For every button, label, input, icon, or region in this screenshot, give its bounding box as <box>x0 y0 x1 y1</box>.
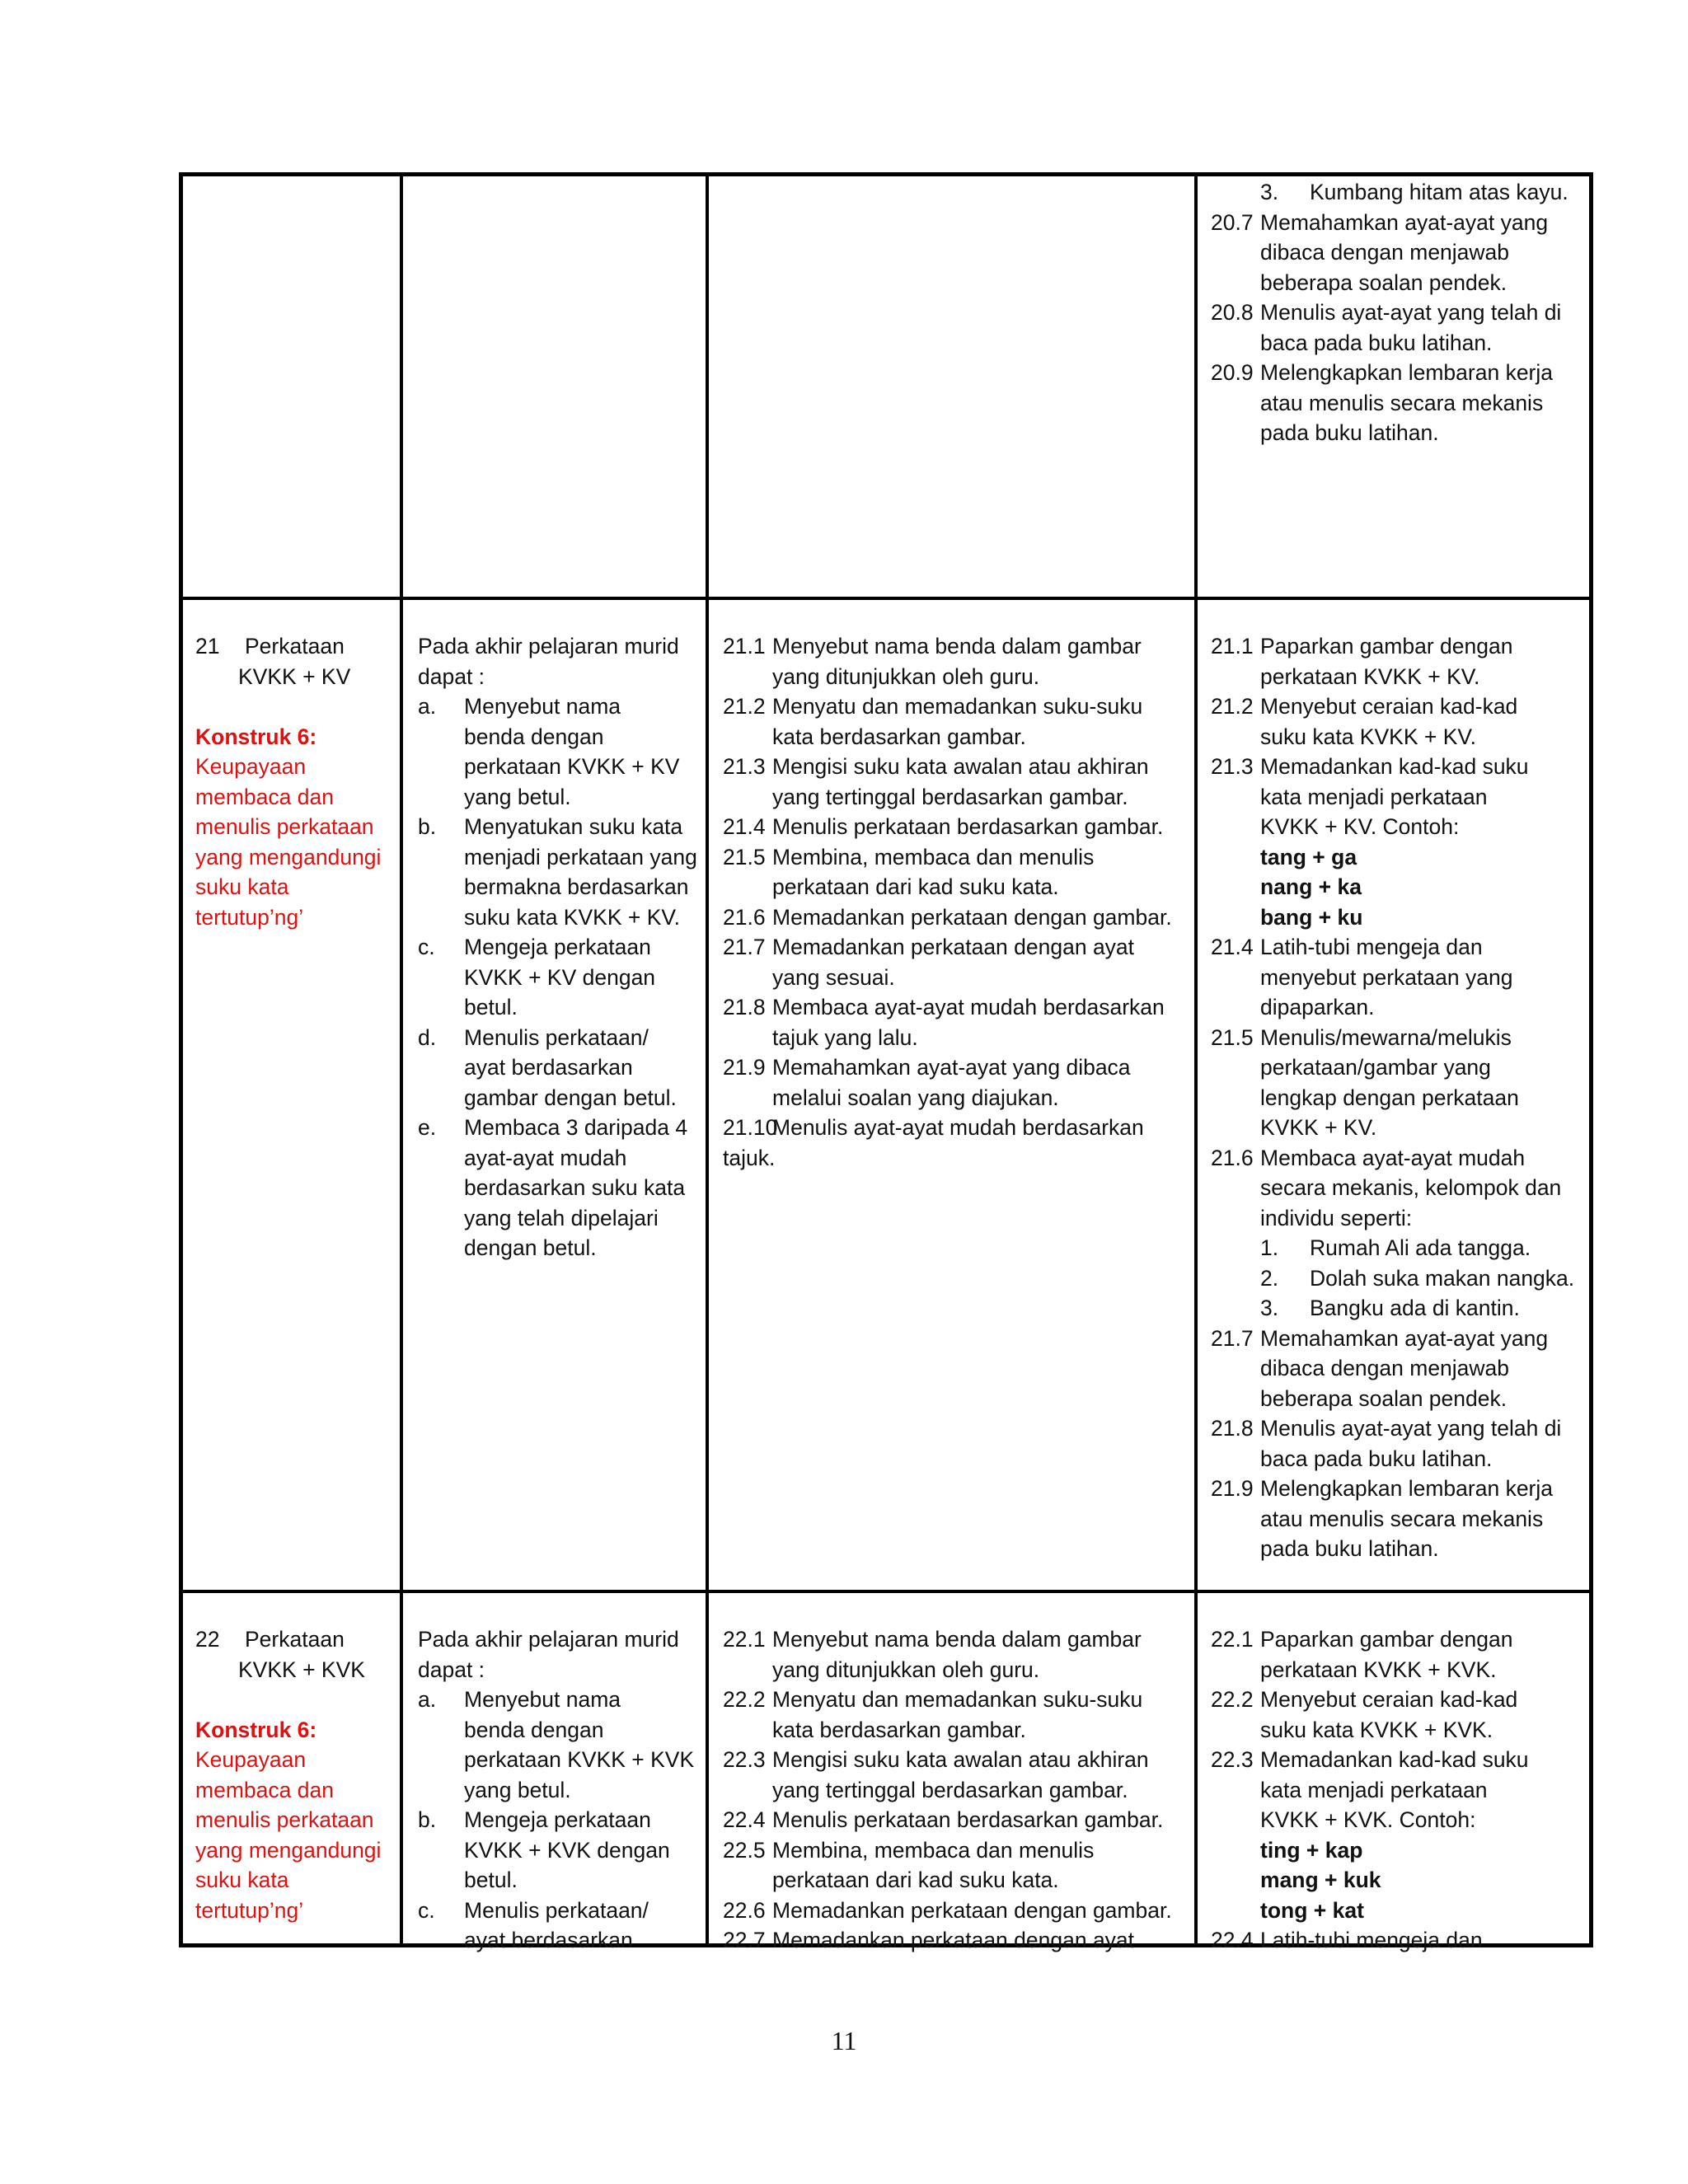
list-line <box>1211 328 1590 359</box>
objective-text: benda dengan <box>464 724 604 749</box>
sub-list-item <box>1211 1263 1590 1294</box>
objective-line <box>418 1745 698 1775</box>
page-number: 11 <box>831 2026 857 2055</box>
item-text: Membina, membaca dan menulis <box>772 1837 1095 1863</box>
item-text: yang ditunjukkan oleh guru. <box>772 663 1040 689</box>
list-line <box>1211 1685 1590 1715</box>
sub-list-text: Bangku ada di kantin. <box>1310 1296 1520 1320</box>
example-word: mang + kuk <box>1260 1868 1381 1892</box>
item-text: perkataan dari kad suku kata. <box>772 874 1059 899</box>
list-line <box>1211 1925 1590 1956</box>
list-line <box>1211 631 1590 662</box>
objective-line <box>418 1233 698 1263</box>
item-text: KVKK + KVK. Contoh: <box>1260 1807 1476 1832</box>
item-text: Latih-tubi mengeja dan <box>1260 935 1483 959</box>
item-number: 21.5 <box>1211 1024 1254 1050</box>
objective-line <box>418 992 698 1023</box>
objective-text: berdasarkan suku kata <box>464 1175 686 1200</box>
item-text: baca pada buku latihan. <box>1260 330 1493 355</box>
item-number: 22.4 <box>1211 1928 1254 1952</box>
objective-line <box>418 1203 698 1234</box>
item-text: secara mekanis, kelompok dan <box>1260 1175 1562 1200</box>
objective-line <box>418 963 698 993</box>
item-number: 21.4 <box>1211 935 1254 959</box>
objective-text: Menyebut nama <box>464 1687 621 1712</box>
list-line <box>1211 1474 1590 1504</box>
list-line <box>1211 782 1590 813</box>
objective-line <box>418 1173 698 1203</box>
list-line <box>1211 1745 1590 1775</box>
item-text: yang sesuai. <box>772 964 895 990</box>
item-text: yang tertinggal berdasarkan gambar. <box>772 784 1128 809</box>
sub-list-label: 1. <box>1260 1235 1279 1260</box>
list-line <box>723 1805 1184 1835</box>
row2-objectives-cell <box>418 631 698 1263</box>
spacer <box>195 1685 393 1715</box>
item-text: perkataan dari kad suku kata. <box>772 1868 1059 1892</box>
item-text: Menyebut ceraian kad-kad <box>1260 1687 1518 1712</box>
objective-line <box>418 722 698 752</box>
item-text: KVKK + KV. Contoh: <box>1260 814 1460 839</box>
item-text: Menulis perkataan berdasarkan gambar. <box>772 814 1164 839</box>
objective-line <box>418 1113 698 1143</box>
construct-text: tertutup’ng’ <box>195 904 304 930</box>
objective-line <box>418 1023 698 1053</box>
list-line <box>1211 1203 1590 1234</box>
item-text-wrap: tajuk. <box>723 1145 776 1170</box>
objective-line <box>418 1775 698 1806</box>
objective-label: a. <box>418 694 437 719</box>
item-number: 22.1 <box>723 1627 766 1652</box>
objective-line <box>418 932 698 963</box>
item-text: Memahamkan ayat-ayat yang dibaca <box>772 1055 1131 1080</box>
item-text: Memadankan perkataan dengan gambar. <box>772 1897 1172 1923</box>
list-line <box>1211 1384 1590 1414</box>
topic-line <box>195 1624 393 1655</box>
objective-label: c. <box>418 1897 435 1923</box>
list-line <box>723 662 1184 692</box>
list-line <box>723 1865 1184 1896</box>
sub-list-label: 2. <box>1260 1265 1279 1291</box>
sub-list-item <box>1211 1293 1590 1324</box>
column-divider <box>400 176 403 1943</box>
list-line <box>723 1835 1184 1866</box>
item-number: 21.6 <box>1211 1145 1254 1170</box>
list-line <box>723 842 1184 873</box>
item-number: 20.8 <box>1211 300 1254 325</box>
item-text: yang ditunjukkan oleh guru. <box>772 1657 1040 1682</box>
list-line <box>723 1685 1184 1715</box>
item-text: lengkap dengan perkataan <box>1260 1085 1519 1110</box>
item-text: Menulis perkataan berdasarkan gambar. <box>772 1807 1164 1832</box>
construct-text: Keupayaan <box>195 1747 307 1772</box>
objective-line <box>418 812 698 842</box>
sub-list-text: Dolah suka makan nangka. <box>1310 1265 1575 1291</box>
objective-label: b. <box>418 1807 437 1832</box>
list-line <box>723 1113 1184 1143</box>
sub-list-item <box>1211 177 1590 208</box>
objective-text: betul. <box>464 1868 518 1892</box>
objective-line <box>418 1925 698 1956</box>
list-line <box>1211 722 1590 752</box>
item-number: 22.3 <box>723 1747 766 1772</box>
item-text: Paparkan gambar dengan <box>1260 634 1513 658</box>
objective-text: betul. <box>464 995 518 1019</box>
list-line <box>1211 1504 1590 1535</box>
topic-number: 21 <box>195 634 220 658</box>
row3-outcomes-cell <box>723 1624 1184 1956</box>
list-line <box>723 752 1184 782</box>
list-line <box>1211 1083 1590 1113</box>
item-text: Menyatu dan memadankan suku-suku <box>772 1687 1143 1712</box>
objective-text: Menyebut nama <box>464 694 621 719</box>
objective-line <box>418 1835 698 1866</box>
item-text: Memadankan perkataan dengan gambar. <box>772 904 1172 930</box>
objective-text: ayat-ayat mudah <box>464 1145 627 1170</box>
item-number: 21.6 <box>723 904 766 930</box>
list-line <box>1211 662 1590 692</box>
topic-line: KVKK + KVK <box>238 1657 365 1682</box>
objective-text: yang betul. <box>464 1777 571 1802</box>
item-text: dibaca dengan menjawab <box>1260 1356 1510 1380</box>
list-line <box>1211 237 1590 268</box>
item-number: 22.5 <box>723 1837 766 1863</box>
objective-label: e. <box>418 1115 437 1140</box>
objective-line <box>418 872 698 902</box>
item-text: pada buku latihan. <box>1260 1536 1439 1561</box>
objective-text: benda dengan <box>464 1717 604 1742</box>
list-line <box>1211 1413 1590 1444</box>
construct-text: menulis perkataan <box>195 1807 374 1832</box>
list-line <box>723 1715 1184 1746</box>
row2-topic-cell <box>195 631 393 932</box>
list-line <box>1211 1715 1590 1746</box>
row3-objectives-cell <box>418 1624 698 1956</box>
objective-text: dengan betul. <box>464 1235 597 1260</box>
construct-text: suku kata <box>195 874 289 899</box>
list-line <box>1211 1624 1590 1655</box>
item-text: Menulis ayat-ayat yang telah di <box>1260 300 1562 325</box>
item-text: Memadankan kad-kad suku <box>1260 754 1529 779</box>
list-line <box>723 782 1184 813</box>
objective-label: a. <box>418 1687 437 1712</box>
item-number: 21.8 <box>723 995 766 1019</box>
objective-text: Menyatukan suku kata <box>464 814 683 839</box>
item-text: Melengkapkan lembaran kerja <box>1260 1476 1554 1501</box>
item-text: beberapa soalan pendek. <box>1260 269 1507 295</box>
list-line <box>1211 418 1590 448</box>
item-text: kata menjadi perkataan <box>1260 1777 1488 1802</box>
construct-text: membaca dan <box>195 784 334 809</box>
list-line <box>1211 1805 1590 1835</box>
topic-number: 22 <box>195 1627 220 1652</box>
item-text: kata berdasarkan gambar. <box>772 1717 1026 1742</box>
item-text: Menulis/mewarna/melukis <box>1260 1024 1512 1050</box>
item-number: 21.5 <box>723 844 766 869</box>
row2-outcomes-cell <box>723 631 1184 1173</box>
item-number: 21.9 <box>1211 1476 1254 1501</box>
list-line <box>723 932 1184 963</box>
list-line <box>1211 268 1590 298</box>
item-number: 22.2 <box>1211 1687 1254 1712</box>
item-text: KVKK + KV. <box>1260 1115 1377 1140</box>
item-text: Menyatu dan memadankan suku-suku <box>772 694 1143 719</box>
item-text: kata menjadi perkataan <box>1260 784 1488 809</box>
example-word: nang + ka <box>1260 874 1362 899</box>
construct-text: yang mengandungi <box>195 1837 382 1863</box>
list-line <box>1211 1534 1590 1564</box>
list-line <box>1211 932 1590 963</box>
item-number: 21.9 <box>723 1055 766 1080</box>
item-text: atau menulis secara mekanis <box>1260 1506 1544 1531</box>
construct-text: menulis perkataan <box>195 814 374 839</box>
list-line <box>1211 1324 1590 1354</box>
objective-text: bermakna berdasarkan <box>464 874 689 899</box>
item-text: suku kata KVKK + KVK. <box>1260 1717 1493 1742</box>
list-line <box>723 812 1184 842</box>
list-line <box>1211 1444 1590 1474</box>
objective-intro: dapat : <box>418 663 485 689</box>
item-text: Paparkan gambar dengan <box>1260 1627 1513 1652</box>
objective-text: KVKK + KV dengan <box>464 964 656 990</box>
list-line <box>1211 298 1590 328</box>
objective-label: d. <box>418 1024 437 1050</box>
objective-text: KVKK + KVK dengan <box>464 1837 670 1863</box>
list-line <box>723 1745 1184 1775</box>
item-number: 22.2 <box>723 1687 766 1712</box>
list-line <box>723 992 1184 1023</box>
item-text: kata berdasarkan gambar. <box>772 724 1026 749</box>
objective-text: Menulis perkataan/ <box>464 1024 649 1050</box>
objective-line <box>418 1083 698 1113</box>
item-text: Melengkapkan lembaran kerja <box>1260 360 1554 385</box>
objective-label: b. <box>418 814 437 839</box>
sub-list-label: 3. <box>1260 1296 1279 1320</box>
objective-text: Mengeja perkataan <box>464 935 651 959</box>
objective-text: ayat berdasarkan <box>464 1928 633 1952</box>
item-text: tajuk yang lalu. <box>772 1024 918 1050</box>
objective-line <box>418 902 698 933</box>
objective-line <box>418 842 698 873</box>
list-line <box>723 1896 1184 1926</box>
objective-text: gambar dengan betul. <box>464 1085 677 1110</box>
list-line <box>723 1624 1184 1655</box>
item-text: dipaparkan. <box>1260 995 1375 1019</box>
item-number: 21.2 <box>723 694 766 719</box>
item-text: individu seperti: <box>1260 1205 1413 1230</box>
list-line <box>723 722 1184 752</box>
item-text: Menyebut nama benda dalam gambar <box>772 634 1142 658</box>
list-line <box>723 1655 1184 1685</box>
objective-line <box>418 1896 698 1926</box>
list-line <box>1211 752 1590 782</box>
objective-line <box>418 782 698 813</box>
item-number: 20.9 <box>1211 360 1254 385</box>
objective-intro: Pada akhir pelajaran murid <box>418 1627 679 1652</box>
item-number: 22.3 <box>1211 1747 1254 1772</box>
list-line <box>1211 388 1590 419</box>
item-text: Mengisi suku kata awalan atau akhiran <box>772 1747 1149 1772</box>
list-line <box>723 1023 1184 1053</box>
item-text: Menyebut ceraian kad-kad <box>1260 694 1518 719</box>
construct-text: Keupayaan <box>195 754 307 779</box>
item-text: Menulis ayat-ayat yang telah di <box>1260 1416 1562 1441</box>
construct-text: membaca dan <box>195 1777 334 1802</box>
list-line <box>1211 812 1590 842</box>
example-word: ting + kap <box>1260 1837 1363 1863</box>
row2-activities-cell <box>1211 631 1590 1564</box>
topic-title: Perkataan <box>245 634 345 658</box>
objective-text: yang telah dipelajari <box>464 1205 659 1230</box>
sub-list-label: 3. <box>1260 180 1279 204</box>
sub-list-text: Kumbang hitam atas kayu. <box>1310 180 1568 204</box>
list-line <box>723 691 1184 722</box>
list-line <box>1211 1023 1590 1053</box>
topic-line: KVKK + KV <box>238 663 351 689</box>
item-number: 21.10 <box>723 1115 778 1140</box>
list-line <box>723 1925 1184 1956</box>
objective-intro: Pada akhir pelajaran murid <box>418 634 679 658</box>
list-line <box>723 1775 1184 1806</box>
item-text: Membaca ayat-ayat mudah <box>1260 1145 1526 1170</box>
item-number: 21.8 <box>1211 1416 1254 1441</box>
item-text: perkataan KVKK + KV. <box>1260 663 1480 689</box>
example-word: tang + ga <box>1260 844 1357 869</box>
item-number: 21.2 <box>1211 694 1254 719</box>
item-text: Membaca ayat-ayat mudah berdasarkan <box>772 995 1165 1019</box>
objective-intro: dapat : <box>418 1657 485 1682</box>
objective-text: menjadi perkataan yang <box>464 844 697 869</box>
item-text: yang tertinggal berdasarkan gambar. <box>772 1777 1128 1802</box>
item-text: Memadankan kad-kad suku <box>1260 1747 1529 1772</box>
row1-activities-cell <box>1211 177 1590 448</box>
list-line <box>1211 208 1590 238</box>
item-number: 21.3 <box>1211 754 1254 779</box>
item-text: baca pada buku latihan. <box>1260 1446 1493 1471</box>
item-number: 21.1 <box>723 634 766 658</box>
item-text: perkataan KVKK + KVK. <box>1260 1657 1497 1682</box>
item-text: Membina, membaca dan menulis <box>772 844 1095 869</box>
construct-title: Konstruk 6: <box>195 724 317 749</box>
topic-title: Perkataan <box>245 1627 345 1652</box>
item-text: Memahamkan ayat-ayat yang <box>1260 209 1549 235</box>
list-line <box>1211 963 1590 993</box>
spacer <box>195 691 393 722</box>
item-number: 21.7 <box>723 935 766 959</box>
list-line <box>723 872 1184 902</box>
item-number: 22.6 <box>723 1897 766 1923</box>
list-line <box>1211 1775 1590 1806</box>
list-line <box>1211 1353 1590 1384</box>
construct-text: tertutup’ng’ <box>195 1897 304 1923</box>
objective-text: Membaca 3 daripada 4 <box>464 1115 688 1140</box>
objective-line <box>418 1143 698 1174</box>
list-line <box>723 1083 1184 1113</box>
objective-line <box>418 691 698 722</box>
list-line <box>1211 1655 1590 1685</box>
item-number: 22.4 <box>723 1807 766 1832</box>
item-text: Memadankan perkataan dengan ayat <box>772 935 1135 959</box>
item-text: Memadankan perkataan dengan ayat <box>772 1928 1135 1952</box>
objective-text: perkataan KVKK + KVK <box>464 1747 695 1772</box>
objective-text: perkataan KVKK + KV <box>464 754 680 779</box>
column-divider <box>706 176 709 1943</box>
construct-title: Konstruk 6: <box>195 1717 317 1742</box>
list-line <box>723 1052 1184 1083</box>
item-text: atau menulis secara mekanis <box>1260 390 1544 415</box>
objective-line <box>418 752 698 782</box>
item-text: perkataan/gambar yang <box>1260 1055 1491 1080</box>
list-line <box>1211 358 1590 388</box>
item-text: Mengisi suku kata awalan atau akhiran <box>772 754 1149 779</box>
item-text: melalui soalan yang diajukan. <box>772 1085 1059 1110</box>
item-number: 22.7 <box>723 1928 766 1952</box>
column-divider <box>1194 176 1198 1943</box>
list-line <box>723 963 1184 993</box>
list-line <box>1211 691 1590 722</box>
item-text: Memahamkan ayat-ayat yang <box>1260 1325 1549 1351</box>
objective-line <box>418 1805 698 1835</box>
item-number: 21.1 <box>1211 634 1254 658</box>
list-line <box>1211 992 1590 1023</box>
objective-text: suku kata KVKK + KV. <box>464 904 680 930</box>
item-text: Menyebut nama benda dalam gambar <box>772 1627 1142 1652</box>
list-line <box>723 631 1184 662</box>
example-word: tong + kat <box>1260 1897 1364 1923</box>
item-number: 21.7 <box>1211 1325 1254 1351</box>
construct-text: yang mengandungi <box>195 844 382 869</box>
objective-line <box>418 1865 698 1896</box>
objective-text: Mengeja perkataan <box>464 1807 651 1832</box>
objective-label: c. <box>418 935 435 959</box>
item-number: 21.3 <box>723 754 766 779</box>
sub-list-item <box>1211 1233 1590 1263</box>
list-line <box>1211 1052 1590 1083</box>
list-line <box>1211 1143 1590 1174</box>
item-text: dibaca dengan menjawab <box>1260 240 1510 265</box>
list-line <box>723 902 1184 933</box>
item-text: beberapa soalan pendek. <box>1260 1385 1507 1411</box>
objective-text: Menulis perkataan/ <box>464 1897 649 1923</box>
row3-activities-cell <box>1211 1624 1590 1956</box>
list-line <box>1211 1113 1590 1143</box>
item-number: 21.4 <box>723 814 766 839</box>
sub-list-text: Rumah Ali ada tangga. <box>1310 1235 1531 1260</box>
objective-line <box>418 1715 698 1746</box>
row-divider <box>183 1590 1589 1593</box>
item-text: Menulis ayat-ayat mudah berdasarkan <box>772 1115 1144 1140</box>
example-word: bang + ku <box>1260 904 1363 930</box>
item-text: pada buku latihan. <box>1260 420 1439 445</box>
topic-line <box>195 631 393 662</box>
item-number: 20.7 <box>1211 209 1254 235</box>
list-line <box>1211 1173 1590 1203</box>
objective-text: ayat berdasarkan <box>464 1055 633 1080</box>
objective-text: yang betul. <box>464 784 571 809</box>
row3-topic-cell <box>195 1624 393 1925</box>
syllabus-table <box>179 172 1593 1952</box>
construct-text: suku kata <box>195 1868 289 1892</box>
item-text: Latih-tubi mengeja dan <box>1260 1928 1483 1952</box>
item-text: suku kata KVKK + KV. <box>1260 724 1476 749</box>
item-number: 22.1 <box>1211 1627 1254 1652</box>
item-text: menyebut perkataan yang <box>1260 964 1513 990</box>
objective-line <box>418 1052 698 1083</box>
row-divider <box>183 597 1589 600</box>
objective-line <box>418 1685 698 1715</box>
